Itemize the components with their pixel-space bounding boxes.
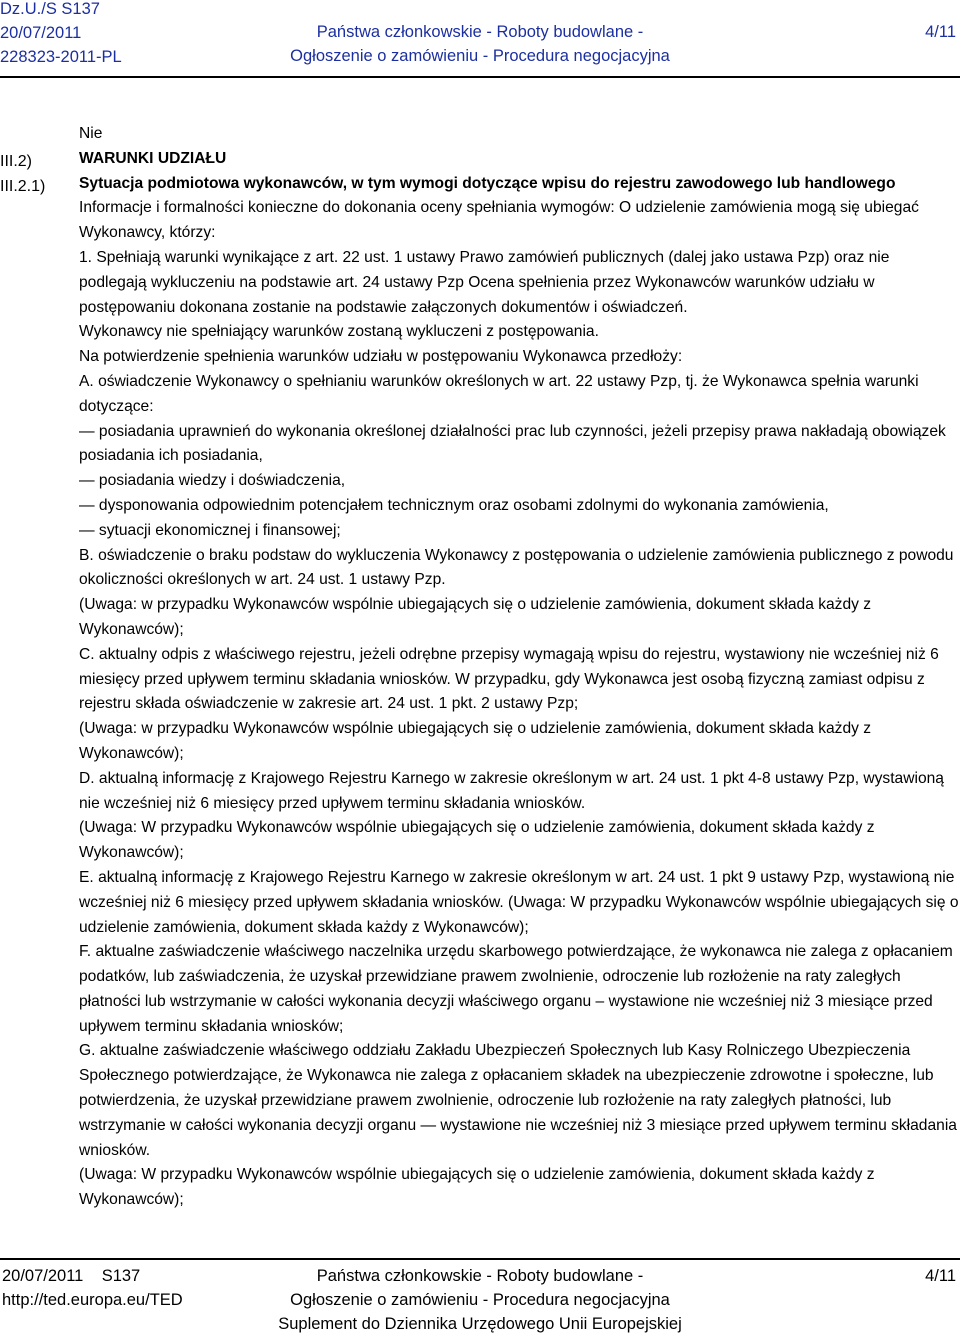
note: (Uwaga: w przypadku Wykonawców wspólnie ubiegających się o udzielenie zamówienia, dokument składa każdy z Wykonawców); [79,720,872,762]
paragraph: Informacje i formalności konieczne do dokonania oceny spełniania wymogów: O udzielenie zamówienia mogą się ubiegać Wykonawcy, którzy: [79,199,919,242]
header-title-line1: Państwa członkowskie - Roboty budowlane - [316,23,644,41]
list-item: — dysponowania odpowiednim potencjałem technicznym oraz osobami zdolnymi do wykonania zamówienia, [79,496,829,514]
page-header [0,0,960,75]
footer-issue: S137 [101,1267,141,1285]
list-item: — posiadania wiedzy i doświadczenia, [79,472,346,490]
list-item: D. aktualną informację z Krajowego Rejestru Karnego w zakresie określonym w art. 24 ust. 1 pkt 4-8 ustawy Pzp, wystawioną nie wcześniej niż 6 miesięcy przed upływem terminu składania wniosków. [79,769,944,812]
section-title-conditions: WARUNKI UDZIAŁU [79,149,227,167]
notice-number: 228323-2011-PL [0,48,122,66]
answer-no: Nie [79,125,103,142]
footer-date: 20/07/2011 [2,1267,84,1285]
header-divider [0,76,960,78]
list-item: B. oświadczenie o braku podstaw do wykluczenia Wykonawcy z postępowania o udzielenie zamówienia publicznego z powodu okoliczności określonych w art. 24 ust. 1 ustawy Pzp. [79,546,954,589]
list-item: E. aktualną informację z Krajowego Rejestru Karnego w zakresie określonym w art. 24 ust. 1 pkt 9 ustawy Pzp, wystawioną nie wcześniej niż 6 miesięcy przed upływem składania wniosków. (Uwaga: W przypadku Wykonawców wspólnie ubiegających się o udzielenie zamówienia, dokument składa każdy z Wykonawców); [79,868,959,936]
footer-title-line3: Suplement do Dziennika Urzędowego Unii Europejskiej [278,1315,682,1333]
footer-title-line2: Ogłoszenie o zamówieniu - Procedura negocjacyjna [290,1291,670,1309]
ted-link[interactable]: http://ted.europa.eu/TED [2,1291,183,1309]
list-item: C. aktualny odpis z właściwego rejestru, jeżeli odrębne przepisy wymagają wpisu do rejestru, wystawiony nie wcześniej niż 6 miesięcy przed upływem terminu składania wniosków. W przypadku, gdy Wykonawca jest osobą fizyczną zamiast odpisu z rejestru składa oświadczenie w zakresie art. 24 ust. 1 pkt. 2 ustawy Pzp; [79,645,939,713]
header-center [0,20,960,68]
section-number-iii-2-1: III.2.1) [0,178,46,195]
header-date: 20/07/2011 [0,24,82,42]
note: (Uwaga: W przypadku Wykonawców wspólnie ubiegających się o udzielenie zamówienia, dokument składa każdy z Wykonawców); [79,819,875,862]
note: (Uwaga: W przypadku Wykonawców wspólnie ubiegających się o udzielenie zamówienia, dokument składa każdy z Wykonawców); [79,1166,875,1209]
header-title-line2: Ogłoszenie o zamówieniu - Procedura negocjacyjna [290,47,670,65]
footer-page-number: 4/11 [925,1267,956,1285]
section-number-iii-2: III.2) [0,153,33,170]
header-page-number: 4/11 [925,23,956,41]
list-item: G. aktualne zaświadczenie właściwego oddziału Zakładu Ubezpieczeń Społecznych lub Kasy Rolniczego Ubezpieczenia Społecznego potwierdzające, że Wykonawca nie zalega z opłacaniem składek na ubezpieczenie zdrowotne i społeczne, lub potwierdzenia, że uzyskał przewidziane prawem zwolnienie, odroczenie lub rozłożenie na raty zaległych płatności, lub wstrzymanie w całości wykonania decyzji organu — wystawione nie wcześniej niż 3 miesiące przed upływem terminu składania wniosków. [79,1042,957,1159]
paragraph: Na potwierdzenie spełnienia warunków udziału w postępowaniu Wykonawca przedłoży: [79,348,683,366]
footer-title-line1: Państwa członkowskie - Roboty budowlane - [316,1267,644,1285]
page-footer [0,1258,960,1334]
paragraph: Wykonawcy nie spełniający warunków zostaną wykluczeni z postępowania. [79,323,599,341]
list-item: A. oświadczenie Wykonawcy o spełnianiu warunków określonych w art. 22 ustawy Pzp, tj. że Wykonawca spełnia warunki dotyczące: [79,372,919,415]
document-body [79,122,959,1213]
footer-center [0,1264,960,1336]
list-item: — posiadania uprawnień do wykonania określonej działalności prac lub czynności, jeżeli przepisy prawa nakładają obowiązek posiadania ich posiadania, [79,422,946,465]
list-item: F. aktualne zaświadczenie właściwego naczelnika urzędu skarbowego potwierdzające, że wykonawca nie zalega z opłacaniem podatków, lub zaświadczenia, że uzyskał przewidziane prawem zwolnienie, odroczenie lub rozłożenie na raty zaległych płatności lub wstrzymanie w całości wykonania decyzji właściwego organu – wystawione nie wcześniej niż 3 miesiące przed upływem terminu składania wniosków; [79,943,953,1035]
paragraph: 1. Spełniają warunki wynikające z art. 22 ust. 1 ustawy Prawo zamówień publicznych (dalej jako ustawa Pzp) oraz nie podlegają wykluczeniu na podstawie art. 24 ustawy Pzp Ocena spełnienia przez Wykonawców warunków udziału w postępowaniu dokonana zostanie na podstawie załączonych dokumentów i oświadczeń. [79,248,890,316]
list-item: — sytuacji ekonomicznej i finansowej; [79,521,341,539]
subsection-title: Sytuacja podmiotowa wykonawców, w tym wymogi dotyczące wpisu do rejestru zawodowego lub handlowego [79,174,896,192]
journal-reference-link[interactable]: Dz.U./S S137 [0,0,100,18]
note: (Uwaga: w przypadku Wykonawców wspólnie ubiegających się o udzielenie zamówienia, dokument składa każdy z Wykonawców); [79,596,872,638]
